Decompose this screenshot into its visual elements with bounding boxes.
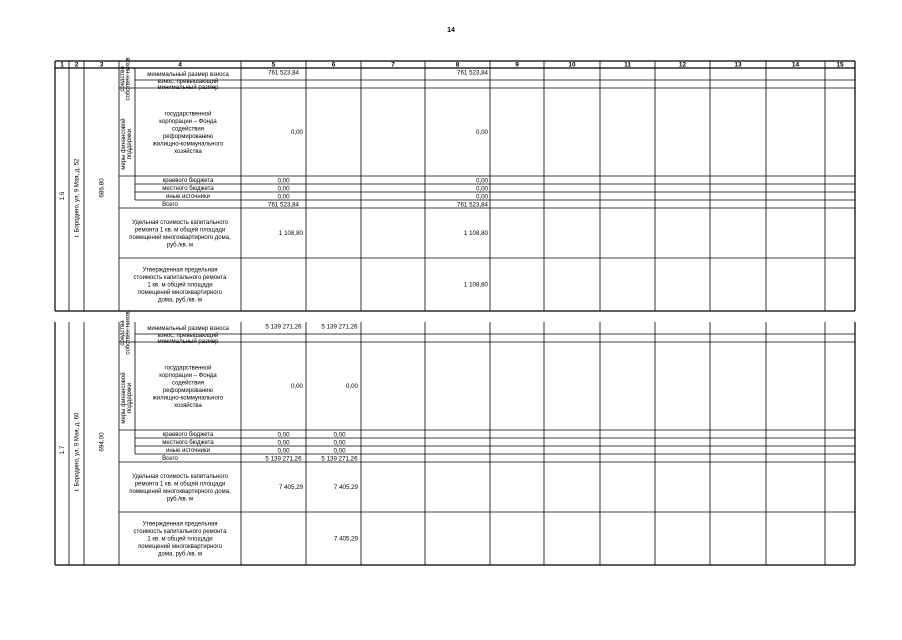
value-col-5: 0,00 <box>277 185 290 193</box>
value-col-8: 0,00 <box>475 185 488 193</box>
column-number-header: 14 <box>791 61 800 69</box>
house-area: 686,80 <box>98 178 106 198</box>
group-label-support: меры финансовой <box>121 372 127 424</box>
column-number-header: 6 <box>331 61 336 69</box>
value-col-5: 0,00 <box>277 447 290 455</box>
value-col-5: 7 405,29 <box>278 484 303 491</box>
value-col-6: 0,00 <box>345 383 358 390</box>
column-number-header: 1 <box>60 61 64 69</box>
house-address: г. Бородино, ул. 9 Мая, д. 52 <box>74 158 81 238</box>
value-col-8: 1 108,80 <box>463 281 488 289</box>
value-col-5: 1 108,80 <box>278 230 303 237</box>
column-number-header: 15 <box>836 61 844 69</box>
value-col-5: 0,00 <box>290 383 303 390</box>
budget-row-label: краевого бюджета <box>162 178 214 184</box>
group-label-owners: средства <box>120 66 126 92</box>
budget-row-label: краевого бюджета <box>162 432 214 438</box>
value-col-8: 0,00 <box>475 177 488 185</box>
group-label-owners: собствен-ников <box>125 311 132 355</box>
budget-row-label: иные источники <box>166 194 210 200</box>
value-col-5: 0,00 <box>290 129 303 136</box>
value-col-5: 761 523,84 <box>268 69 299 77</box>
row-number: 1.6 <box>59 191 66 201</box>
group-label-support: поддержки <box>127 382 133 414</box>
value-col-5: 0,00 <box>277 439 290 447</box>
column-number-header: 7 <box>391 61 395 69</box>
value-col-6: 0,00 <box>333 431 346 439</box>
total-row-label: Всего <box>162 202 178 208</box>
value-col-5: 0,00 <box>277 193 290 201</box>
column-number-header: 5 <box>271 61 276 69</box>
column-number-header: 8 <box>455 61 460 69</box>
column-number-header: 12 <box>678 61 687 69</box>
group-label-support: поддержки <box>127 128 133 160</box>
column-number-header: 11 <box>624 61 631 69</box>
column-number-header: 2 <box>74 61 79 69</box>
house-area: 694,00 <box>98 432 106 452</box>
column-number-header: 10 <box>568 61 576 69</box>
house-address: г. Бородино, ул. 9 Мая, д. 60 <box>74 412 81 492</box>
column-number-header: 3 <box>99 61 104 69</box>
owner-row-label: минимальный размер взноса <box>147 326 229 332</box>
value-col-5: 5 139 271,26 <box>265 323 302 331</box>
unit-cost-label: Удельная стоимость капитального ремонта 1 кв. м общей площади помещений многоквартирного дома, руб./кв. м <box>129 219 231 249</box>
fund-row-label: государственной корпорации – Фонда содействия реформированию жилищно-коммунального хозяйства <box>152 365 224 409</box>
budget-row-label: местного бюджета <box>162 440 214 446</box>
budget-row-label: местного бюджета <box>162 186 214 192</box>
value-col-5: 0,00 <box>277 431 290 439</box>
value-col-6: 5 139 271,26 <box>321 455 358 463</box>
budget-row-label: иные источники <box>166 448 210 454</box>
owner-row-label: минимальный размер взноса <box>147 72 229 78</box>
value-col-8: 761 523,84 <box>457 201 488 209</box>
value-col-6: 0,00 <box>333 439 346 447</box>
group-label-support: меры финансовой <box>121 118 127 170</box>
column-number-header: 4 <box>178 61 182 69</box>
value-col-8: 761 523,84 <box>457 69 488 77</box>
value-col-5: 0,00 <box>277 177 290 185</box>
owner-row-label: взнос, превышающий минимальный размер <box>157 78 219 92</box>
owner-row-label: взнос, превышающий минимальный размер <box>157 332 219 346</box>
value-col-6: 7 405,29 <box>333 535 358 543</box>
row-number: 1.7 <box>59 445 66 455</box>
fund-row-label: государственной корпорации – Фонда содействия реформированию жилищно-коммунального хозяйства <box>152 111 224 155</box>
group-label-owners: средства <box>120 320 126 346</box>
value-col-5: 761 523,84 <box>268 201 299 209</box>
value-col-8: 0,00 <box>475 129 488 136</box>
column-number-header: 9 <box>515 61 519 69</box>
limit-cost-label: Утвержденная предельная стоимость капитального ремонта 1 кв. м общей площади помещений многоквартирного дома, руб./кв. м <box>133 267 227 304</box>
unit-cost-label: Удельная стоимость капитального ремонта 1 кв. м общей площади помещений многоквартирного дома, руб./кв. м <box>129 473 231 503</box>
value-col-5: 5 139 271,26 <box>265 455 302 463</box>
value-col-8: 0,00 <box>475 193 488 201</box>
group-label-owners: собствен-ников <box>125 57 132 101</box>
value-col-6: 0,00 <box>333 447 346 455</box>
value-col-6: 5 139 271,26 <box>321 323 358 331</box>
value-col-8: 1 108,80 <box>463 230 488 237</box>
column-number-header: 13 <box>734 61 742 69</box>
total-row-label: Всего <box>162 456 178 462</box>
page-number: 14 <box>447 27 455 34</box>
value-col-6: 7 405,29 <box>333 484 358 491</box>
limit-cost-label: Утвержденная предельная стоимость капитального ремонта 1 кв. м общей площади помещений многоквартирного дома, руб./кв. м <box>133 521 227 558</box>
